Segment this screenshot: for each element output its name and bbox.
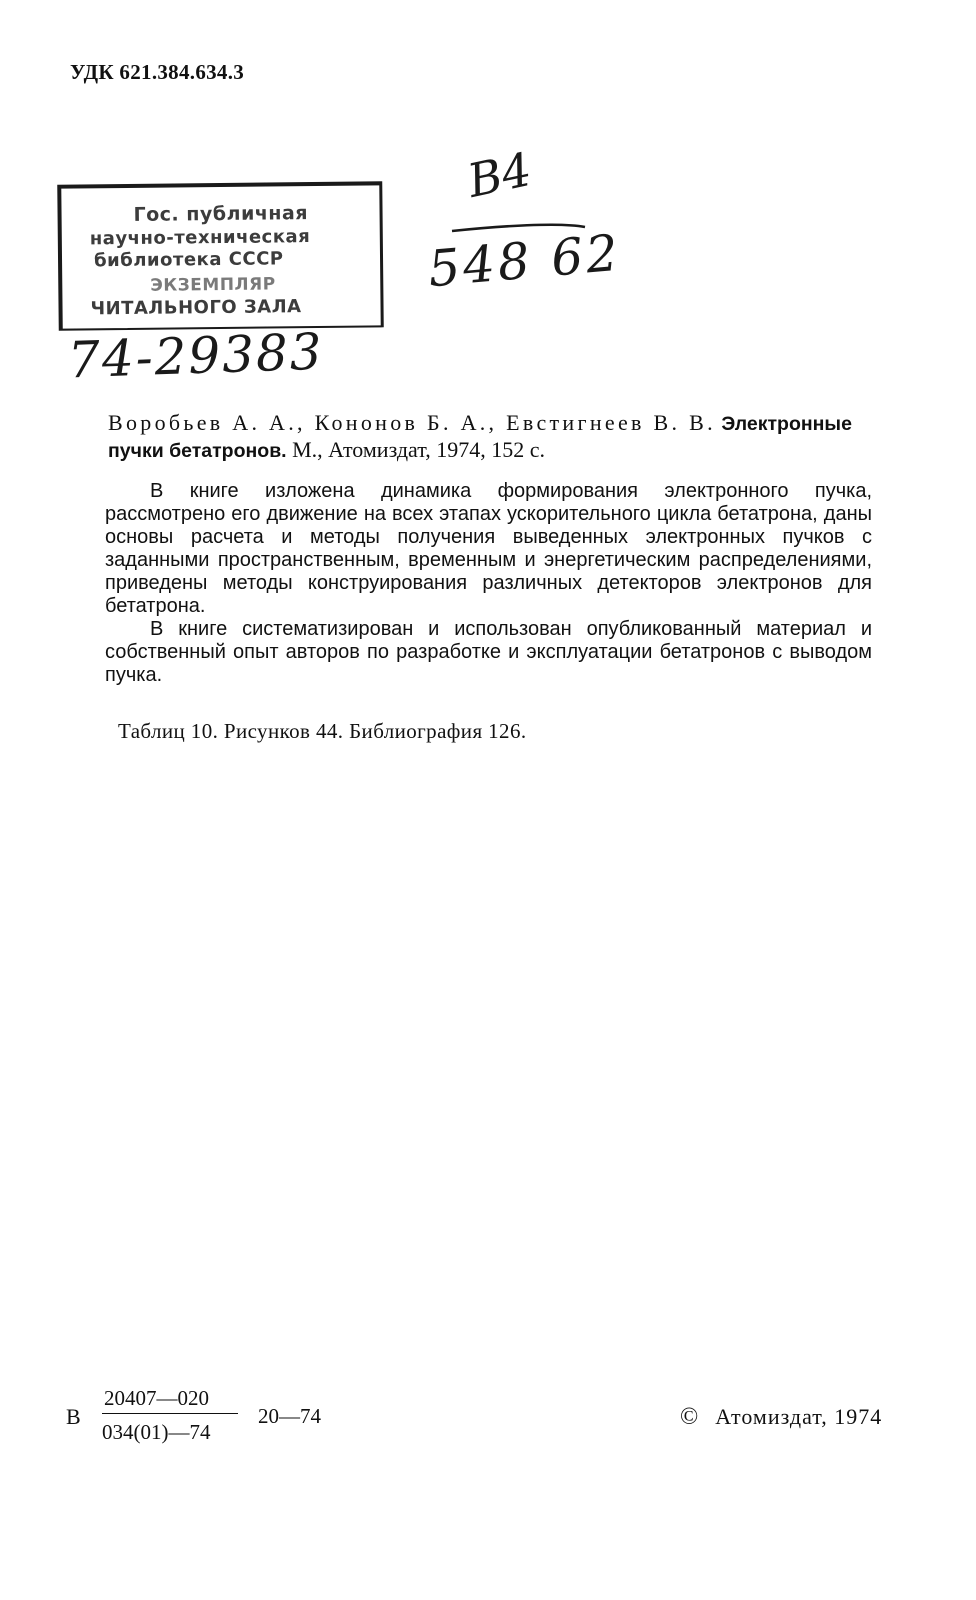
citation-title: Электронные пучки бетатронов. (108, 413, 852, 462)
abstract (105, 480, 872, 687)
copyright-icon: © (680, 1404, 700, 1430)
fraction-bar (102, 1413, 238, 1414)
imprint-denominator: 034(01)—74 (102, 1420, 211, 1444)
udk-code: УДК 621.384.634.3 (70, 60, 245, 84)
abstract-paragraph-2: В книге систематизирован и использован опубликованный материал и собственный опыт авторов по разработке и эксплуатации бетатронов с выводом пучка. (105, 618, 872, 686)
stamp-line-3: библиотека СССР (93, 248, 284, 272)
bibliographic-citation (108, 410, 872, 464)
statistics-line: Таблиц 10. Рисунков 44. Библиография 126. (118, 719, 527, 743)
abstract-paragraph-1: В книге изложена динамика формирования электронного пучка, рассмотрено его движение на всех этапах ускорительного цикла бетатрона, даны основы расчета и методы получения выведенных электронных пучков с заданными пространственным, временным и энергетическим распределениями, приведены методы конструирования различных детекторов электронов для бетатрона. (105, 480, 872, 617)
copyright-text: Атомиздат, 1974 (715, 1404, 883, 1429)
handwritten-inventory-number: 74-29383 (67, 322, 325, 390)
stamp-line-1: Гос. публичная (133, 202, 309, 226)
handwritten-shelf-number: 548 62 (425, 223, 624, 299)
handwritten-mark: В4 (463, 142, 537, 208)
imprint-letter: В (66, 1404, 81, 1429)
copyright-notice (680, 1404, 882, 1431)
stamp-line-2: научно-техническая (89, 226, 311, 250)
stamp-line-4: ЭКЗЕМПЛЯР (150, 274, 276, 296)
imprint-numerator: 20407—020 (104, 1386, 209, 1410)
stamp-line-5: ЧИТАЛЬНОГО ЗАЛА (90, 296, 302, 320)
citation-authors: Воробьев А. А., Кононов Б. А., Евстигнеев В. В. (108, 410, 716, 435)
citation-publication: М., Атомиздат, 1974, 152 с. (292, 437, 545, 462)
imprint-side-code: 20—74 (258, 1404, 321, 1428)
